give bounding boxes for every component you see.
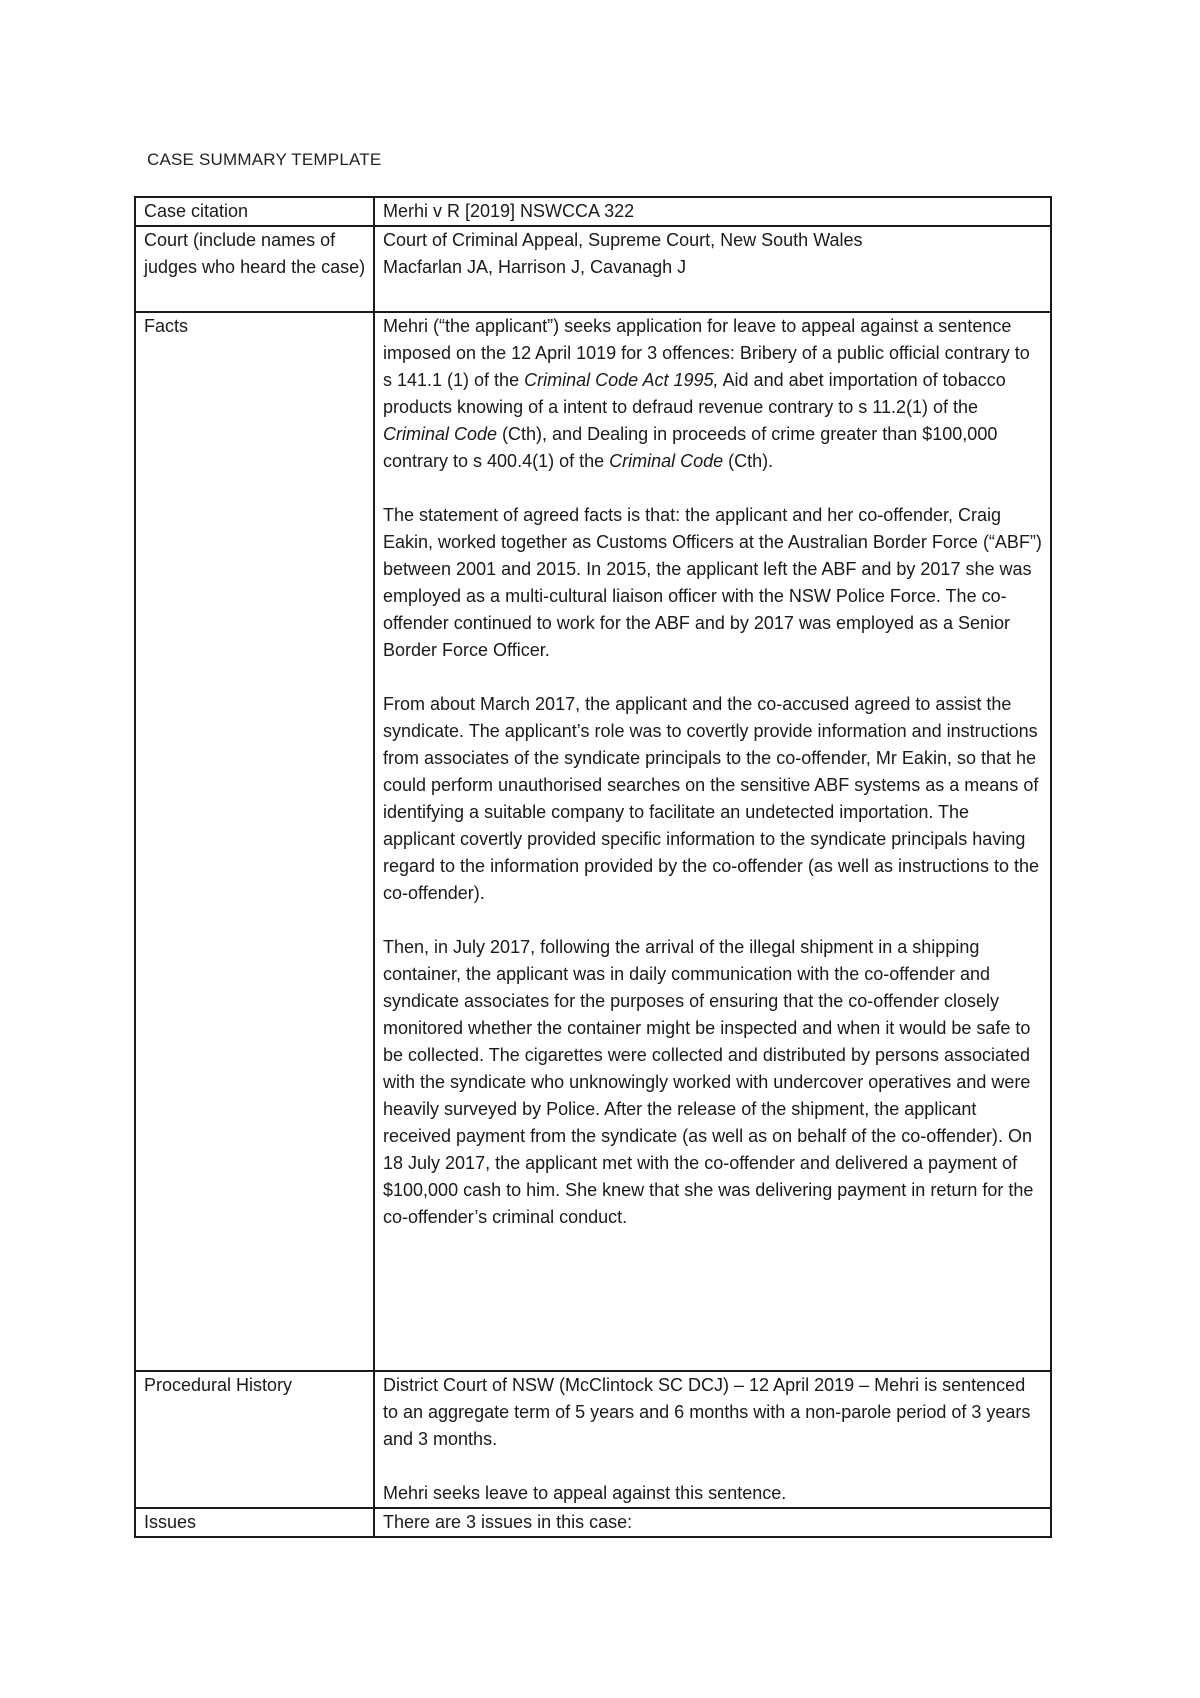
procedural-history-value: [374, 1371, 1051, 1508]
court-judges: Macfarlan JA, Harrison J, Cavanagh J: [383, 257, 687, 277]
facts-p1-code-name-2: Criminal Code: [609, 451, 724, 471]
table-row-facts: [135, 312, 1051, 1371]
facts-p1-text-c: Aid and abet importation of tobacco products knowing of a intent to defraud revenue contrary to s 11.2(1) of the: [383, 370, 1006, 417]
procedural-paragraph-2: Mehri seeks leave to appeal against this sentence.: [383, 1483, 787, 1503]
issues-label: Issues: [135, 1508, 374, 1537]
facts-paragraph-3: From about March 2017, the applicant and the co-accused agreed to assist the syndicate. The applicant’s role was to covertly provide information and instructions from associates of the syndicate principals to the co-offender, Mr Eakin, so that he could perform unauthorised searches on the sensitive ABF systems as a means of identifying a suitable company to facilitate an undetected importation. The applicant covertly provided specific information to the syndicate principals having regard to the information provided by the co-offender (as well as instructions to the co-offender).: [383, 694, 1040, 903]
procedural-history-label: Procedural History: [135, 1371, 374, 1508]
table-row-procedural-history: [135, 1371, 1051, 1508]
facts-p1-text-a: Mehri (“the applicant”) seeks application for leave to appeal against a sentence imposed on the 12 April 1019 for 3 offences: Bribery of a public official contrary to s 141.1 (1) of the: [383, 316, 1030, 390]
facts-paragraph-4: Then, in July 2017, following the arrival of the illegal shipment in a shipping container, the applicant was in daily communication with the co-offender and syndicate associates for the purposes of ensuring that the co-offender closely monitored whether the container might be inspected and when it would be safe to be collected. The cigarettes were collected and distributed by persons associated with the syndicate who unknowingly worked with undercover operatives and were heavily surveyed by Police. After the release of the shipment, the applicant received payment from the syndicate (as well as on behalf of the co-offender). On 18 July 2017, the applicant met with the co-offender and delivered a payment of $100,000 cash to him. She knew that she was delivering payment in return for the co-offender’s criminal conduct.: [383, 937, 1034, 1227]
facts-label: Facts: [135, 312, 374, 1371]
page-title: CASE SUMMARY TEMPLATE: [147, 150, 382, 169]
issues-value: There are 3 issues in this case:: [374, 1508, 1051, 1537]
facts-paragraph-1: [383, 313, 1043, 475]
facts-p1-act-name: Criminal Code Act 1995,: [524, 370, 719, 390]
court-label: Court (include names of judges who heard the case): [135, 226, 374, 312]
facts-value: [374, 312, 1051, 1371]
facts-paragraph-2: The statement of agreed facts is that: the applicant and her co-offender, Craig Eakin, worked together as Customs Officers at the Australian Border Force (“ABF”) between 2001 and 2015. In 2015, the applicant left the ABF and by 2017 she was employed as a multi-cultural liaison officer with the NSW Police Force. The co-offender continued to work for the ABF and by 2017 was employed as a Senior Border Force Officer.: [383, 505, 1042, 660]
table-row-issues: [135, 1508, 1051, 1537]
table-row-citation: [135, 197, 1051, 226]
case-summary-table: [134, 196, 1052, 1538]
facts-p1-text-g: (Cth).: [723, 451, 774, 471]
citation-value: Merhi v R [2019] NSWCCA 322: [374, 197, 1051, 226]
facts-p1-text-e: (Cth), and Dealing in proceeds of crime greater than $100,000 contrary to s 400.4(1) of the: [383, 424, 998, 471]
court-name: Court of Criminal Appeal, Supreme Court, New South Wales: [383, 230, 863, 250]
table-row-court: [135, 226, 1051, 312]
citation-label: Case citation: [135, 197, 374, 226]
court-value: [374, 226, 1051, 312]
facts-p1-code-name-1: Criminal Code: [383, 424, 498, 444]
procedural-paragraph-1: District Court of NSW (McClintock SC DCJ) – 12 April 2019 – Mehri is sentenced to an aggregate term of 5 years and 6 months with a non-parole period of 3 years and 3 months.: [383, 1375, 1031, 1449]
